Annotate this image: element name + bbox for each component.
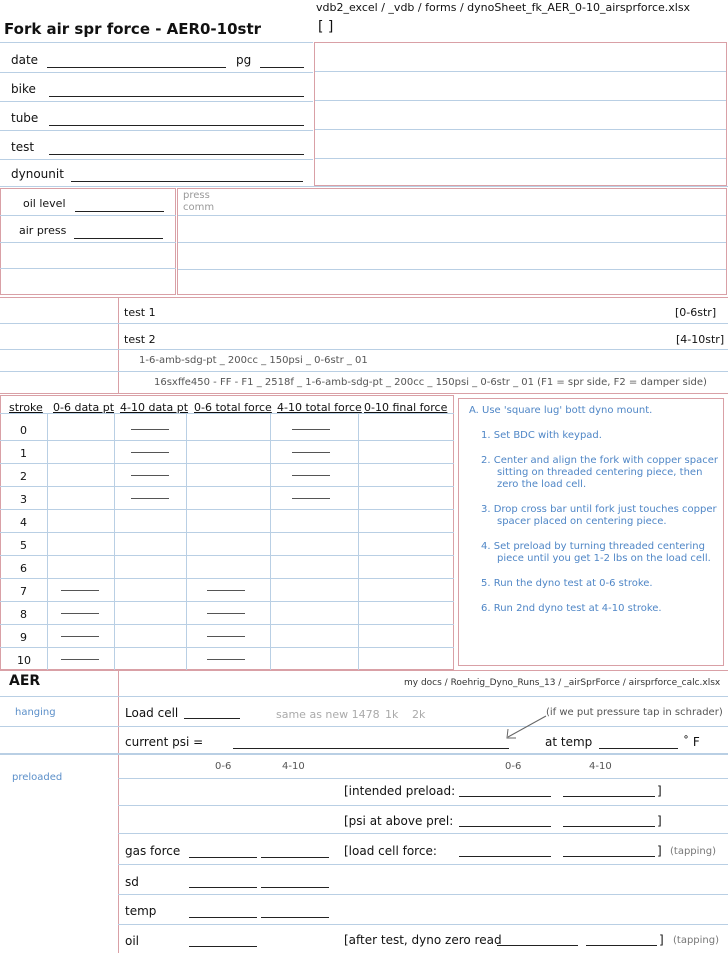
test2-range: [4-10str] xyxy=(676,333,725,346)
date-label: date xyxy=(11,53,39,67)
pg-label: pg xyxy=(236,53,252,67)
option-1k: 1k xyxy=(385,708,399,721)
cell-dash xyxy=(207,590,245,591)
col-06-right: 0-6 xyxy=(505,761,522,772)
aer-path: my docs / Roehrig_Dyno_Runs_13 / _airSprForce / airsprforce_calc.xlsx xyxy=(404,678,721,688)
page-subtitle: 0-10str xyxy=(200,20,262,38)
stroke-9: 9 xyxy=(20,631,27,644)
test1-range: [0-6str] xyxy=(675,306,717,319)
col-410-data: 4-10 data pt xyxy=(120,401,189,414)
instruction-4a: 4. Set preload by turning threaded centering xyxy=(481,541,705,552)
header-bracket: [ ] xyxy=(318,19,334,35)
stroke-7: 7 xyxy=(20,585,27,598)
date-field[interactable] xyxy=(47,67,226,68)
test2-label: test 2 xyxy=(124,333,156,346)
oil-level-label: oil level xyxy=(23,197,66,210)
psi-above-410[interactable] xyxy=(563,826,655,827)
same-as-new: same as new 1478 xyxy=(276,708,380,721)
cell-dash xyxy=(207,613,245,614)
stroke-2: 2 xyxy=(20,470,27,483)
current-psi-field[interactable] xyxy=(233,748,509,749)
col-410-right: 4-10 xyxy=(589,761,612,772)
bike-label: bike xyxy=(11,82,36,96)
current-psi-label: current psi = xyxy=(125,735,204,749)
after-test-410[interactable] xyxy=(586,945,657,946)
stroke-3: 3 xyxy=(20,493,27,506)
stroke-8: 8 xyxy=(20,608,27,621)
data-table xyxy=(0,395,454,670)
test-field[interactable] xyxy=(49,154,304,155)
load-cell-force-label: [load cell force: xyxy=(344,844,437,858)
stroke-1: 1 xyxy=(20,447,27,460)
deg-f-label: ˚ F xyxy=(683,735,700,749)
col-410-left: 4-10 xyxy=(282,761,305,772)
instruction-4b: piece until you get 1-2 lbs on the load cell. xyxy=(497,553,711,564)
test-label: test xyxy=(11,140,35,154)
instruction-2c: zero the load cell. xyxy=(497,479,587,490)
gas-force-06[interactable] xyxy=(189,857,257,858)
load-cell-field[interactable] xyxy=(184,718,240,719)
temp-410[interactable] xyxy=(261,917,329,918)
intended-preload-close: ] xyxy=(657,784,662,798)
col-010-final: 0-10 final force xyxy=(364,401,448,414)
sd-06[interactable] xyxy=(189,887,257,888)
test-filename-1: 1-6-amb-sdg-pt _ 200cc _ 150psi _ 0-6str _ 01 xyxy=(139,355,368,366)
air-press-field[interactable] xyxy=(74,238,163,239)
col-stroke: stroke xyxy=(9,401,43,414)
cell-dash xyxy=(131,452,169,453)
load-cell-label: Load cell xyxy=(125,706,179,720)
schrader-note: (if we put pressure tap in schrader) xyxy=(546,707,723,718)
stroke-10: 10 xyxy=(17,654,31,667)
cell-dash xyxy=(207,636,245,637)
comm-label: comm xyxy=(183,202,215,213)
cell-dash xyxy=(61,590,99,591)
option-2k: 2k xyxy=(412,708,426,721)
intended-preload-label: [intended preload: xyxy=(344,784,456,798)
instruction-1: 1. Set BDC with keypad. xyxy=(481,430,602,441)
instruction-a: A. Use 'square lug' bott dyno mount. xyxy=(469,405,653,416)
preloaded-label: preloaded xyxy=(12,772,63,783)
cell-dash xyxy=(131,498,169,499)
press-comm-box[interactable] xyxy=(177,188,727,295)
load-cell-force-06[interactable] xyxy=(459,856,551,857)
after-test-06[interactable] xyxy=(497,945,578,946)
stroke-0: 0 xyxy=(20,424,27,437)
cell-dash xyxy=(131,475,169,476)
cell-dash xyxy=(61,613,99,614)
stroke-6: 6 xyxy=(20,562,27,575)
gas-force-label: gas force xyxy=(125,844,181,858)
page-title: Fork air spr force - AER xyxy=(4,20,201,38)
temp-label: temp xyxy=(125,904,157,918)
instruction-3b: spacer placed on centering piece. xyxy=(497,516,667,527)
at-temp-label: at temp xyxy=(545,735,593,749)
at-temp-field[interactable] xyxy=(599,748,678,749)
sd-410[interactable] xyxy=(261,887,329,888)
tube-field[interactable] xyxy=(49,125,304,126)
instruction-3a: 3. Drop cross bar until fork just touches copper xyxy=(481,504,717,515)
pg-field[interactable] xyxy=(260,67,304,68)
cell-dash xyxy=(292,452,330,453)
dynounit-label: dynounit xyxy=(11,167,64,181)
cell-dash xyxy=(292,475,330,476)
cell-dash xyxy=(61,659,99,660)
bike-field[interactable] xyxy=(49,96,304,97)
psi-above-close: ] xyxy=(657,814,662,828)
load-cell-force-close: ] xyxy=(657,844,662,858)
instruction-2a: 2. Center and align the fork with copper spacer xyxy=(481,455,719,466)
cell-dash xyxy=(292,498,330,499)
gas-force-410[interactable] xyxy=(261,857,329,858)
cell-dash xyxy=(207,659,245,660)
instruction-6: 6. Run 2nd dyno test at 4-10 stroke. xyxy=(481,603,662,614)
dynounit-field[interactable] xyxy=(71,181,303,182)
oil-field[interactable] xyxy=(189,946,257,947)
test1-label: test 1 xyxy=(124,306,156,319)
tapping-note-1: (tapping) xyxy=(670,846,717,857)
cell-dash xyxy=(292,429,330,430)
tube-label: tube xyxy=(11,111,39,125)
cell-dash xyxy=(131,429,169,430)
psi-above-label: [psi at above prel: xyxy=(344,814,454,828)
press-label: press xyxy=(183,190,210,201)
col-06-left: 0-6 xyxy=(215,761,232,772)
col-06-total: 0-6 total force xyxy=(194,401,272,414)
tapping-note-2: (tapping) xyxy=(673,935,720,946)
psi-above-06[interactable] xyxy=(459,826,551,827)
temp-06[interactable] xyxy=(189,917,257,918)
oil-level-field[interactable] xyxy=(75,211,164,212)
notes-box[interactable] xyxy=(314,42,727,186)
sd-label: sd xyxy=(125,875,139,889)
after-test-label: [after test, dyno zero read xyxy=(344,933,502,947)
oil-label: oil xyxy=(125,934,140,948)
file-path: vdb2_excel / _vdb / forms / dynoSheet_fk_AER_0-10_airsprforce.xlsx xyxy=(316,1,691,14)
after-test-close: ] xyxy=(659,933,664,947)
hanging-label: hanging xyxy=(15,707,56,718)
intended-preload-410[interactable] xyxy=(563,796,655,797)
instruction-2b: sitting on threaded centering piece, then xyxy=(497,467,703,478)
intended-preload-06[interactable] xyxy=(459,796,551,797)
air-press-label: air press xyxy=(19,224,67,237)
load-cell-force-410[interactable] xyxy=(563,856,655,857)
col-06-data: 0-6 data pt xyxy=(53,401,115,414)
stroke-4: 4 xyxy=(20,516,27,529)
test-filename-2: 16sxffe450 - FF - F1 _ 2518f _ 1-6-amb-sdg-pt _ 200cc _ 150psi _ 0-6str _ 01 (F1 = spr side, F2 = damper side) xyxy=(154,377,707,388)
arrow-icon xyxy=(500,712,550,742)
stroke-5: 5 xyxy=(20,539,27,552)
aer-title: AER xyxy=(9,673,41,689)
cell-dash xyxy=(61,636,99,637)
col-410-total: 4-10 total force xyxy=(277,401,362,414)
instruction-5: 5. Run the dyno test at 0-6 stroke. xyxy=(481,578,653,589)
